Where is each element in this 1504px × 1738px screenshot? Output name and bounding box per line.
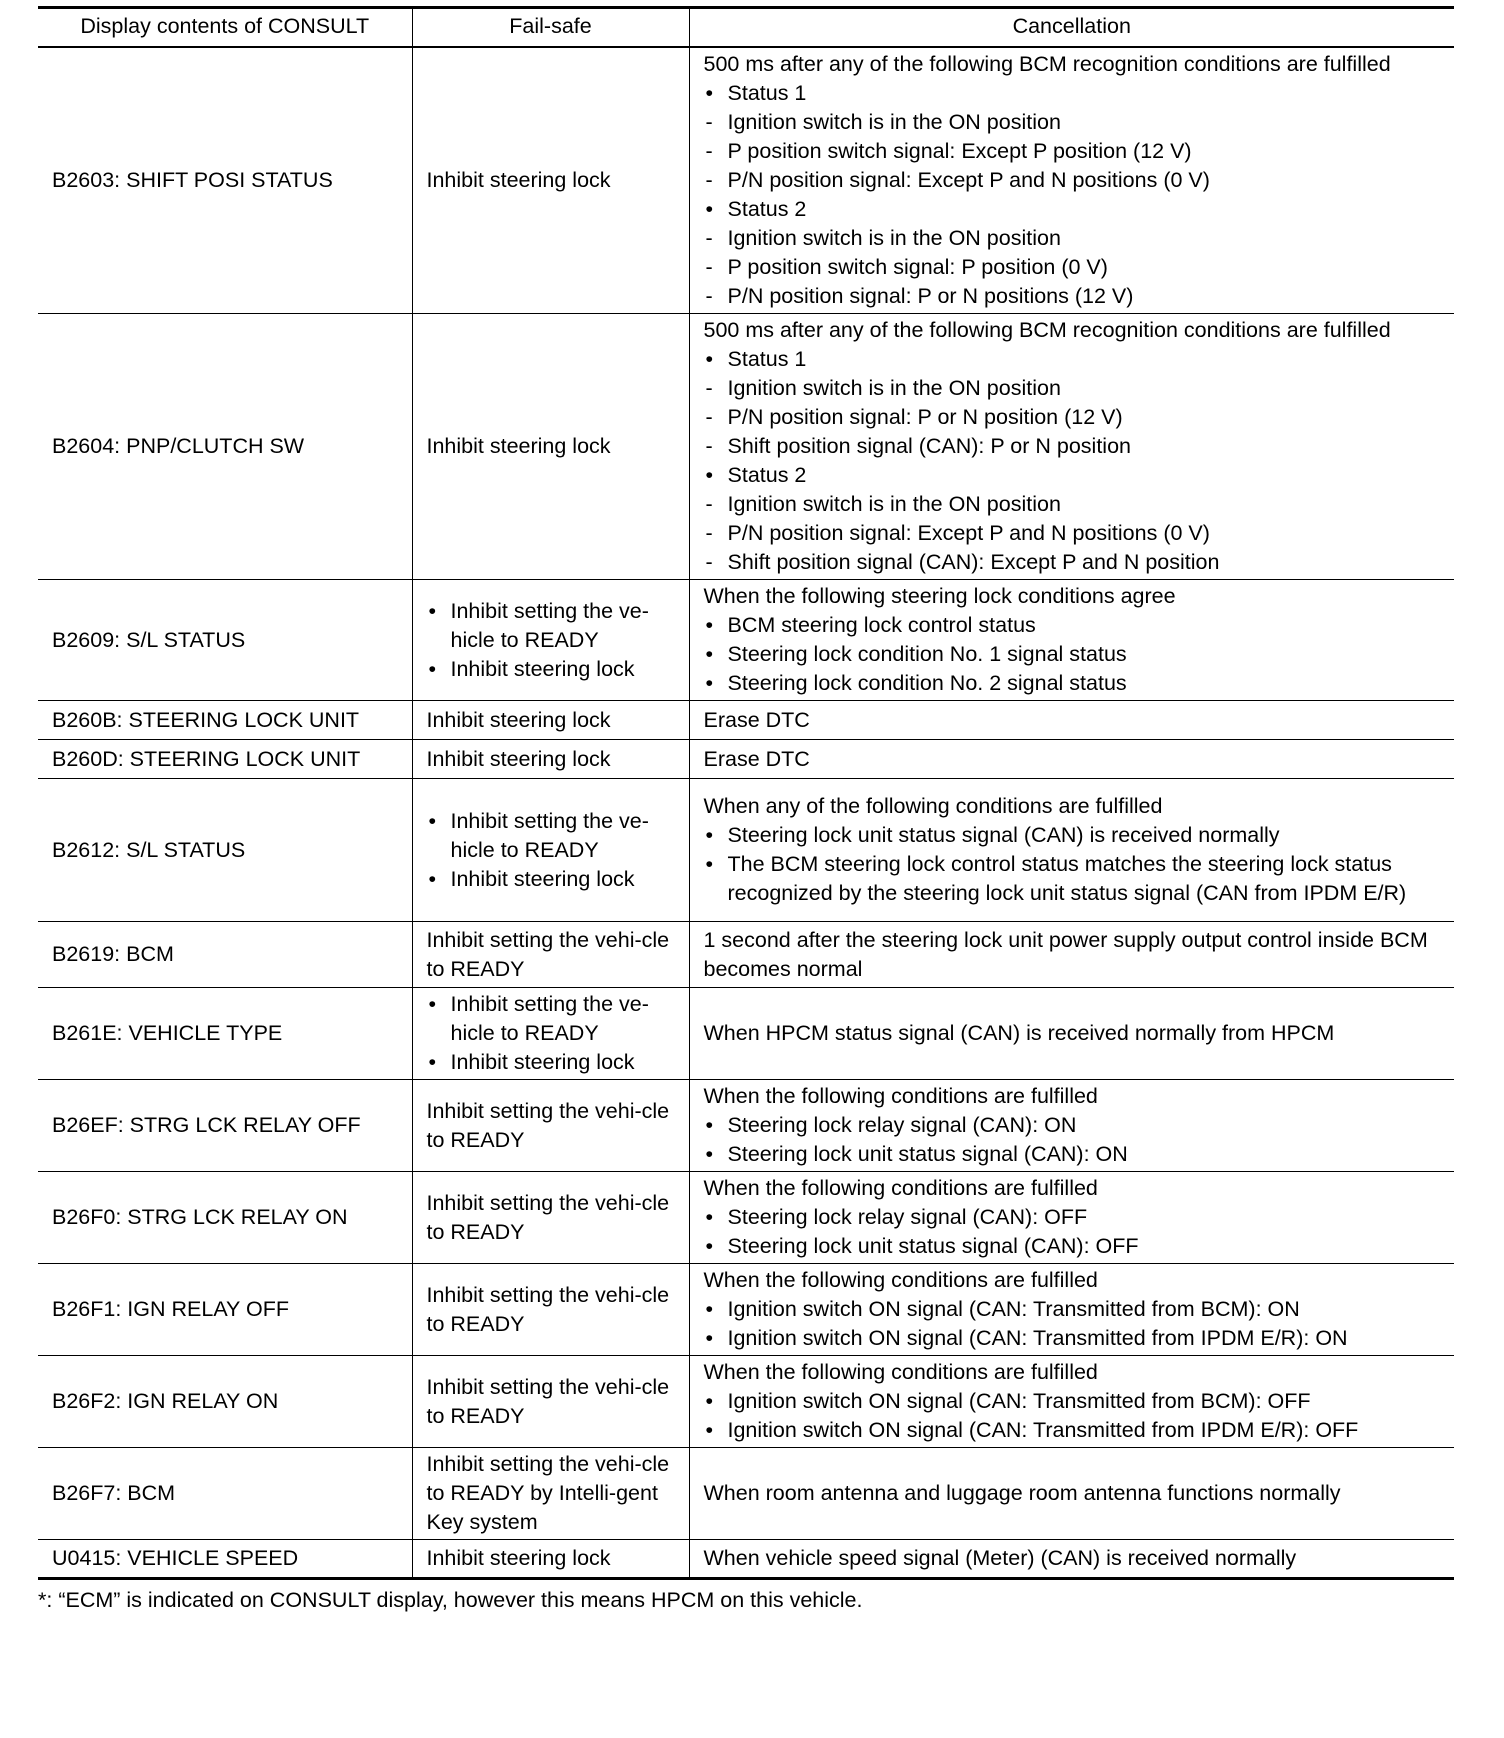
- item-text: Status 1: [727, 347, 807, 371]
- fail-safe-text: Inhibit steering lock: [426, 168, 611, 192]
- table-row: [38, 47, 1454, 314]
- bullet-text: Inhibit setting the ve-hicle to READY: [450, 808, 649, 862]
- fail-safe-bullet-item: [427, 655, 677, 684]
- cancellation-cell: [689, 1356, 1454, 1448]
- item-text: Status 2: [727, 463, 807, 487]
- cancellation-item: [704, 611, 1443, 640]
- item-mark: •: [705, 1326, 714, 1350]
- cancellation-item: [704, 490, 1443, 519]
- cancellation-item: [704, 1387, 1443, 1416]
- cancellation-intro: 500 ms after any of the following BCM recognition conditions are fulfilled: [703, 318, 1391, 342]
- item-text: P position switch signal: P position (0 V): [727, 255, 1108, 279]
- header-cancellation: Cancellation: [689, 8, 1454, 48]
- item-text: Status 2: [727, 197, 807, 221]
- consult-display-cell: [38, 1080, 412, 1172]
- cancellation-cell: [689, 922, 1454, 988]
- header-failsafe: Fail-safe: [412, 8, 689, 48]
- bullet-mark: •: [428, 808, 437, 833]
- fail-safe-cell: [412, 701, 689, 740]
- fail-safe-text: Inhibit setting the vehi-cle to READY: [426, 1282, 670, 1336]
- cancellation-cell: [689, 779, 1454, 922]
- table-row: [38, 1356, 1454, 1448]
- consult-display-cell: [38, 701, 412, 740]
- cancellation-item: [704, 669, 1443, 698]
- consult-display-cell: [38, 988, 412, 1080]
- consult-display-cell: [38, 47, 412, 314]
- consult-code: B2619: BCM: [52, 942, 174, 966]
- cancellation-intro: When any of the following conditions are fulfilled: [703, 794, 1163, 818]
- consult-display-cell: [38, 1264, 412, 1356]
- item-text: Ignition switch ON signal (CAN: Transmitted from BCM): ON: [727, 1297, 1300, 1321]
- item-text: Shift position signal (CAN): P or N position: [727, 434, 1132, 458]
- table-row: [38, 580, 1454, 701]
- cancellation-item: [704, 195, 1443, 224]
- consult-code: B2609: S/L STATUS: [52, 627, 246, 652]
- item-text: Ignition switch ON signal (CAN: Transmitted from IPDM E/R): ON: [727, 1326, 1348, 1350]
- fail-safe-text: Inhibit steering lock: [426, 1546, 611, 1570]
- consult-display-cell: [38, 1356, 412, 1448]
- bullet-mark: •: [428, 1050, 437, 1074]
- cancellation-cell: [689, 701, 1454, 740]
- table-row: [38, 314, 1454, 580]
- item-text: Ignition switch is in the ON position: [727, 110, 1061, 134]
- item-mark: •: [705, 347, 714, 371]
- cancellation-item: [704, 1232, 1443, 1261]
- cancellation-cell: [689, 1264, 1454, 1356]
- item-text: Ignition switch is in the ON position: [727, 376, 1061, 400]
- consult-code: B26F1: IGN RELAY OFF: [52, 1297, 289, 1321]
- fail-safe-document: [38, 6, 1454, 1614]
- cancellation-item: [704, 345, 1443, 374]
- cancellation-intro: Erase DTC: [703, 746, 810, 771]
- cancellation-item: [704, 403, 1443, 432]
- item-mark: •: [705, 1389, 714, 1413]
- fail-safe-text: Inhibit steering lock: [426, 707, 611, 732]
- fail-safe-text: Inhibit setting the vehi-cle to READY by Intelli-gent Key system: [426, 1452, 670, 1534]
- item-text: P/N position signal: Except P and N positions (0 V): [727, 521, 1210, 545]
- cancellation-cell: [689, 1172, 1454, 1264]
- table-row: [38, 1448, 1454, 1540]
- table-row: [38, 1080, 1454, 1172]
- item-mark: •: [705, 1297, 714, 1321]
- fail-safe-cell: [412, 314, 689, 580]
- fail-safe-cell: [412, 1264, 689, 1356]
- cancellation-item: [704, 432, 1443, 461]
- cancellation-intro: When room antenna and luggage room antenna functions normally: [703, 1481, 1341, 1505]
- cancellation-item: [704, 224, 1443, 253]
- cancellation-item: [704, 548, 1443, 577]
- fail-safe-bullet-item: [427, 1048, 677, 1077]
- item-mark: •: [705, 671, 714, 695]
- item-mark: •: [705, 1113, 714, 1137]
- item-mark: -: [705, 550, 713, 574]
- cancellation-item: [704, 1295, 1443, 1324]
- consult-code: B26F7: BCM: [52, 1481, 176, 1505]
- fail-safe-cell: [412, 922, 689, 988]
- table-row: [38, 779, 1454, 922]
- table-header: [38, 8, 1454, 48]
- item-text: P position switch signal: Except P position (12 V): [727, 139, 1192, 163]
- item-mark: -: [705, 492, 713, 516]
- item-mark: -: [705, 434, 713, 458]
- item-mark: -: [705, 168, 713, 192]
- item-mark: •: [705, 1205, 714, 1229]
- item-text: Shift position signal (CAN): Except P and N position: [727, 550, 1220, 574]
- cancellation-cell: [689, 314, 1454, 580]
- fail-safe-bullet-item: [427, 865, 677, 894]
- item-text: P/N position signal: Except P and N positions (0 V): [727, 168, 1210, 192]
- consult-display-cell: [38, 1172, 412, 1264]
- table-row: [38, 1172, 1454, 1264]
- cancellation-item: [704, 640, 1443, 669]
- cancellation-item: [704, 79, 1443, 108]
- bullet-text: Inhibit steering lock: [450, 1050, 635, 1074]
- item-mark: -: [705, 521, 713, 545]
- cancellation-cell: [689, 580, 1454, 701]
- fail-safe-cell: [412, 1080, 689, 1172]
- cancellation-intro: When vehicle speed signal (Meter) (CAN) is received normally: [703, 1546, 1297, 1570]
- cancellation-item: [704, 821, 1443, 850]
- cancellation-cell: [689, 1080, 1454, 1172]
- cancellation-item: [704, 137, 1443, 166]
- fail-safe-bullet-item: [427, 597, 677, 655]
- bullet-mark: •: [428, 656, 437, 681]
- bullet-text: Inhibit setting the ve-hicle to READY: [450, 598, 649, 652]
- item-mark: •: [705, 642, 714, 666]
- fail-safe-cell: [412, 47, 689, 314]
- item-text: Steering lock unit status signal (CAN): ON: [727, 1142, 1128, 1166]
- item-mark: •: [705, 463, 714, 487]
- item-mark: •: [705, 1142, 714, 1166]
- table-row: [38, 922, 1454, 988]
- bullet-mark: •: [428, 992, 437, 1016]
- cancellation-item: [704, 850, 1443, 908]
- item-text: P/N position signal: P or N position (12 V): [727, 405, 1123, 429]
- item-mark: •: [705, 1234, 714, 1258]
- cancellation-intro: When the following conditions are fulfilled: [703, 1268, 1098, 1292]
- header-consult: Display contents of CONSULT: [38, 8, 412, 48]
- item-text: The BCM steering lock control status matches the steering lock status recognized by the steering lock unit status signal (CAN from IPDM E/R): [727, 852, 1407, 905]
- bullet-text: Inhibit steering lock: [450, 656, 635, 681]
- cancellation-item: [704, 1140, 1443, 1169]
- fail-safe-text: Inhibit setting the vehi-cle to READY: [426, 927, 670, 981]
- consult-display-cell: [38, 779, 412, 922]
- cancellation-intro: When the following conditions are fulfilled: [703, 1176, 1098, 1200]
- cancellation-cell: [689, 988, 1454, 1080]
- item-text: Ignition switch ON signal (CAN: Transmitted from BCM): OFF: [727, 1389, 1311, 1413]
- fail-safe-text: Inhibit setting the vehi-cle to READY: [426, 1190, 670, 1244]
- cancellation-intro: 1 second after the steering lock unit power supply output control inside BCM becomes normal: [703, 927, 1428, 981]
- item-text: Steering lock relay signal (CAN): OFF: [727, 1205, 1088, 1229]
- bullet-mark: •: [428, 598, 437, 623]
- fail-safe-cell: [412, 1172, 689, 1264]
- fail-safe-cell: [412, 1356, 689, 1448]
- consult-code: B2603: SHIFT POSI STATUS: [52, 168, 333, 192]
- consult-code: B260D: STEERING LOCK UNIT: [52, 746, 361, 771]
- consult-code: B26F0: STRG LCK RELAY ON: [52, 1205, 348, 1229]
- consult-code: U0415: VEHICLE SPEED: [52, 1546, 299, 1570]
- item-text: Ignition switch is in the ON position: [727, 226, 1061, 250]
- cancellation-item: [704, 108, 1443, 137]
- bullet-text: Inhibit setting the ve-hicle to READY: [450, 992, 649, 1045]
- fail-safe-cell: [412, 740, 689, 779]
- item-text: Ignition switch is in the ON position: [727, 492, 1061, 516]
- footnote: *: “ECM” is indicated on CONSULT display, however this means HPCM on this vehicle.: [38, 1588, 863, 1612]
- item-mark: -: [705, 284, 713, 308]
- cancellation-item: [704, 1111, 1443, 1140]
- consult-display-cell: [38, 922, 412, 988]
- item-text: Steering lock unit status signal (CAN): OFF: [727, 1234, 1139, 1258]
- fail-safe-bullet-item: [427, 807, 677, 865]
- item-mark: -: [705, 110, 713, 134]
- item-text: Steering lock condition No. 2 signal status: [727, 671, 1127, 695]
- item-mark: -: [705, 139, 713, 163]
- cancellation-intro: 500 ms after any of the following BCM recognition conditions are fulfilled: [703, 52, 1391, 76]
- cancellation-cell: [689, 1540, 1454, 1579]
- item-text: P/N position signal: P or N positions (12 V): [727, 284, 1134, 308]
- cancellation-item: [704, 1324, 1443, 1353]
- fail-safe-bullet-item: [427, 990, 677, 1048]
- item-mark: •: [705, 852, 714, 876]
- item-mark: •: [705, 1418, 714, 1442]
- fail-safe-cell: [412, 580, 689, 701]
- table-row: [38, 988, 1454, 1080]
- cancellation-item: [704, 374, 1443, 403]
- cancellation-cell: [689, 1448, 1454, 1540]
- consult-display-cell: [38, 740, 412, 779]
- item-text: Steering lock unit status signal (CAN) is received normally: [727, 823, 1280, 847]
- consult-code: B26F2: IGN RELAY ON: [52, 1389, 279, 1413]
- item-mark: •: [705, 613, 714, 637]
- item-text: BCM steering lock control status: [727, 613, 1036, 637]
- cancellation-item: [704, 166, 1443, 195]
- item-mark: -: [705, 255, 713, 279]
- fail-safe-cell: [412, 1540, 689, 1579]
- consult-display-cell: [38, 580, 412, 701]
- cancellation-item: [704, 253, 1443, 282]
- consult-code: B2612: S/L STATUS: [52, 837, 246, 862]
- cancellation-cell: [689, 47, 1454, 314]
- fail-safe-cell: [412, 779, 689, 922]
- consult-code: B261E: VEHICLE TYPE: [52, 1021, 283, 1045]
- fail-safe-table: [38, 6, 1454, 1580]
- fail-safe-text: Inhibit steering lock: [426, 434, 611, 458]
- consult-code: B260B: STEERING LOCK UNIT: [52, 707, 360, 732]
- item-text: Status 1: [727, 81, 807, 105]
- item-mark: -: [705, 405, 713, 429]
- bullet-mark: •: [428, 866, 437, 891]
- fail-safe-text: Inhibit setting the vehi-cle to READY: [426, 1098, 670, 1152]
- cancellation-intro: When the following conditions are fulfilled: [703, 1084, 1098, 1108]
- fail-safe-text: Inhibit steering lock: [426, 746, 611, 771]
- header-row: [38, 8, 1454, 48]
- cancellation-intro: When the following steering lock conditions agree: [703, 584, 1176, 608]
- table-row: [38, 1540, 1454, 1579]
- cancellation-cell: [689, 740, 1454, 779]
- cancellation-item: [704, 282, 1443, 311]
- item-mark: -: [705, 226, 713, 250]
- item-mark: •: [705, 197, 714, 221]
- fail-safe-cell: [412, 988, 689, 1080]
- cancellation-intro: When HPCM status signal (CAN) is received normally from HPCM: [703, 1021, 1335, 1045]
- consult-code: B2604: PNP/CLUTCH SW: [52, 434, 305, 458]
- item-mark: -: [705, 376, 713, 400]
- fail-safe-text: Inhibit setting the vehi-cle to READY: [426, 1374, 670, 1428]
- table-row: [38, 701, 1454, 740]
- cancellation-item: [704, 1203, 1443, 1232]
- cancellation-item: [704, 519, 1443, 548]
- item-text: Steering lock condition No. 1 signal status: [727, 642, 1127, 666]
- cancellation-item: [704, 1416, 1443, 1445]
- cancellation-item: [704, 461, 1443, 490]
- consult-display-cell: [38, 1448, 412, 1540]
- table-row: [38, 740, 1454, 779]
- item-mark: •: [705, 81, 714, 105]
- consult-display-cell: [38, 314, 412, 580]
- consult-code: B26EF: STRG LCK RELAY OFF: [52, 1113, 361, 1137]
- fail-safe-cell: [412, 1448, 689, 1540]
- table-body: [38, 47, 1454, 1579]
- consult-display-cell: [38, 1540, 412, 1579]
- item-text: Steering lock relay signal (CAN): ON: [727, 1113, 1077, 1137]
- cancellation-intro: When the following conditions are fulfilled: [703, 1360, 1098, 1384]
- item-text: Ignition switch ON signal (CAN: Transmitted from IPDM E/R): OFF: [727, 1418, 1359, 1442]
- table-row: [38, 1264, 1454, 1356]
- item-mark: •: [705, 823, 714, 847]
- bullet-text: Inhibit steering lock: [450, 866, 635, 891]
- cancellation-intro: Erase DTC: [703, 707, 810, 732]
